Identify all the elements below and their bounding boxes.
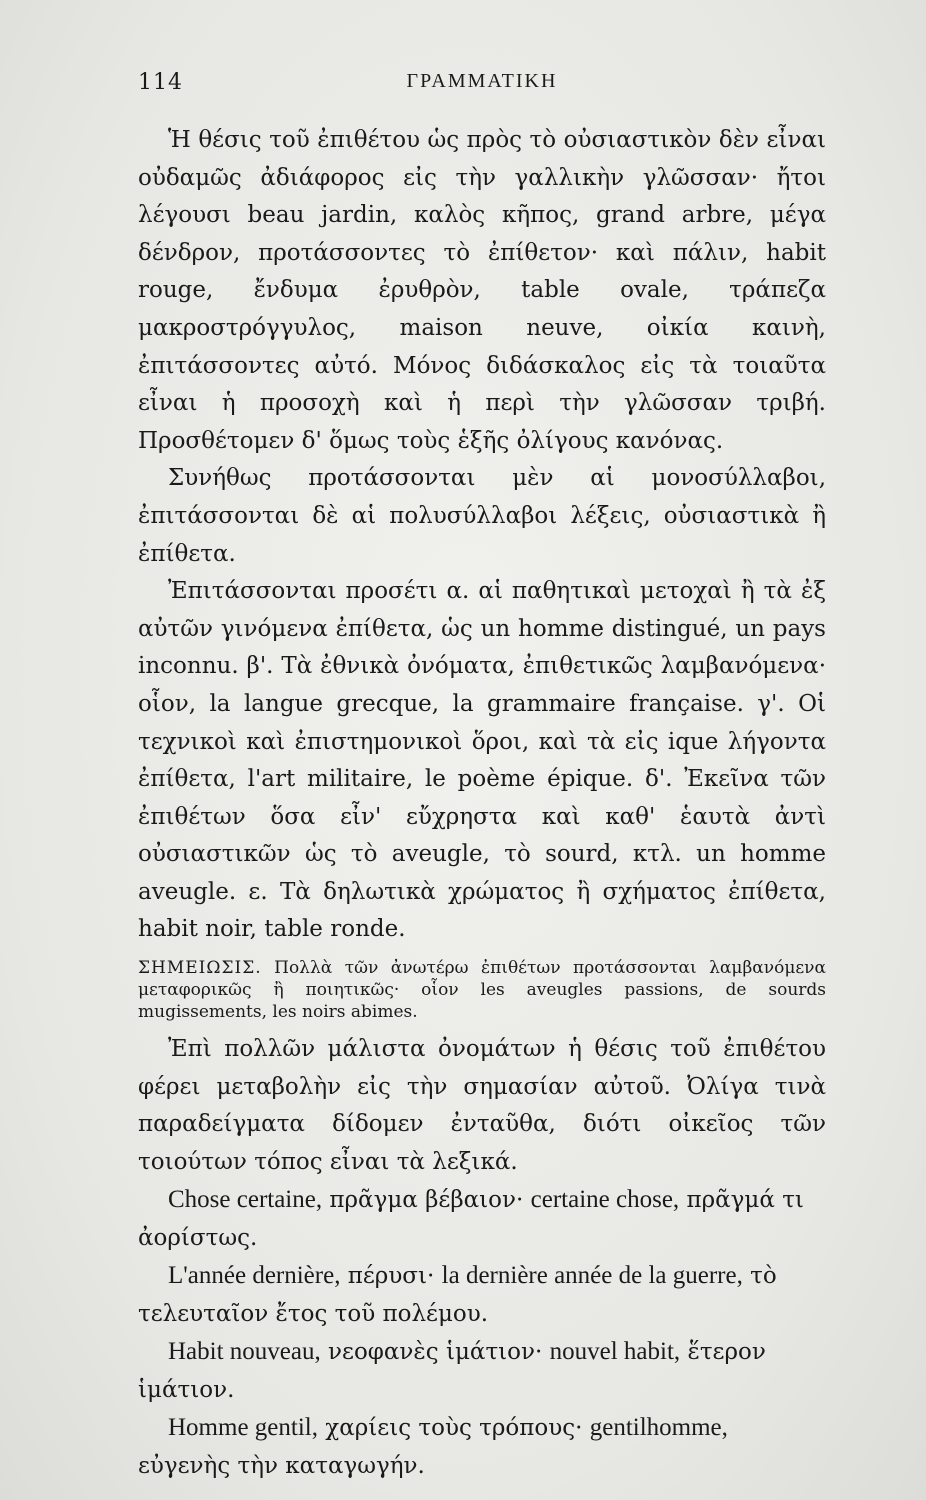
example-french-1: Chose certaine, xyxy=(168,1186,323,1214)
footnote xyxy=(138,957,826,1023)
example-french-2: nouvel habit, xyxy=(549,1338,681,1366)
example-annee xyxy=(138,1257,826,1333)
example-greek-2: πρᾶγμά τι ἀορίστως. xyxy=(138,1187,804,1252)
running-title: ΓΡΑΜΜΑΤΙΚΗ xyxy=(406,70,558,92)
example-habit xyxy=(138,1333,826,1409)
example-french-1: Habit nouveau, xyxy=(168,1338,321,1366)
footnote-text: Πολλὰ τῶν ἀνωτέρω ἐπιθέτων προτάσσονται λαμβανόμενα μεταφορικῶς ἢ ποιητικῶς· οἷον les aveugles passions, de sourds mugissements, les noirs abimes. xyxy=(138,958,827,1023)
paragraph-syllable-rule: Συνήθως προτάσσονται μὲν αἱ μονοσύλλαβοι, ἐπιτάσσονται δὲ αἱ πολυσύλλαβοι λέξεις, οὐσιαστικὰ ἢ ἐπίθετα. xyxy=(138,465,826,567)
example-homme xyxy=(138,1409,826,1485)
footnote-label: ΣΗΜΕΙΩΣΙΣ. xyxy=(138,958,262,979)
example-french-2: certaine chose, xyxy=(530,1186,680,1214)
example-greek-2: ἕτερον ἱμάτιον. xyxy=(138,1339,766,1404)
example-french-1: L'année dernière, xyxy=(168,1262,341,1290)
example-french-2: la dernière année de la guerre, xyxy=(441,1262,743,1290)
example-french-1: Homme gentil, xyxy=(168,1414,318,1442)
example-chose xyxy=(138,1181,826,1257)
paragraph-postposed-adjectives: Ἐπιτάσσονται προσέτι α. αἱ παθητικαὶ μετοχαὶ ἢ τὰ ἐξ αὐτῶν γινόμενα ἐπίθετα, ὡς un homme distingué, un pays inconnu. β'. Τὰ ἐθνικὰ ὀνόματα, ἐπιθετικῶς λαμβανόμενα· οἷον, la langue grecque, la grammaire française. γ'. Οἱ τεχνικοὶ καὶ ἐπιστημονικοὶ ὅροι, καὶ τὰ εἰς ique λήγοντα ἐπίθετα, l'art militaire, le poème épique. δ'. Ἐκεῖνα τῶν ἐπιθέτων ὅσα εἶν' εὔχρηστα καὶ καθ' ἑαυτὰ ἀντὶ οὐσιαστικῶν ὡς τὸ aveugle, τὸ sourd, κτλ. un homme aveugle. ε. Τὰ δηλωτικὰ χρώματος ἢ σχήματος ἐπίθετα, habit noir, table ronde. xyxy=(138,578,826,943)
paragraph-meaning-change: Ἐπὶ πολλῶν μάλιστα ὀνομάτων ἡ θέσις τοῦ ἐπιθέτου φέρει μεταβολὴν εἰς τὴν σημασίαν αὐτοῦ. Ὀλίγα τινὰ παραδείγματα δίδομεν ἐνταῦθα, διότι οἰκεῖος τῶν τοιούτων τόπος εἶναι τὰ λεξικά. xyxy=(138,1036,826,1175)
example-french-2: gentilhomme, xyxy=(589,1414,728,1442)
paragraph-adjective-position: Ἡ θέσις τοῦ ἐπιθέτου ὡς πρὸς τὸ οὐσιαστικὸν δὲν εἶναι οὐδαμῶς ἀδιάφορος εἰς τὴν γαλλικὴν γλῶσσαν· ἤτοι λέγουσι beau jardin, καλὸς κῆπος, grand arbre, μέγα δένδρον, προτάσσοντες τὸ ἐπίθετον· καὶ πάλιν, habit rouge, ἔνδυμα ἐρυθρὸν, table ovale, τράπεζα μακροστρόγγυλος, maison neuve, οἰκία καινὴ, ἐπιτάσσοντες αὐτό. Μόνος διδάσκαλος εἰς τὰ τοιαῦτα εἶναι ἡ προσοχὴ καὶ ἡ περὶ τὴν γλῶσσαν τριβή. Προσθέτομεν δ' ὅμως τοὺς ἑξῆς ὀλίγους κανόνας. xyxy=(138,127,826,454)
example-greek-1: νεοφανὲς ἱμάτιον· xyxy=(328,1339,543,1366)
example-greek-1: χαρίεις τοὺς τρόπους· xyxy=(325,1415,583,1442)
example-greek-1: πρᾶγμα βέβαιον· xyxy=(329,1187,524,1214)
example-greek-2: εὐγενὴς τὴν καταγωγήν. xyxy=(138,1453,425,1480)
example-greek-1: πέρυσι· xyxy=(347,1263,435,1290)
page-header xyxy=(138,60,826,100)
page-number: 114 xyxy=(138,70,183,95)
example-greek-2: τὸ τελευταῖον ἔτος τοῦ πολέμου. xyxy=(138,1263,777,1328)
